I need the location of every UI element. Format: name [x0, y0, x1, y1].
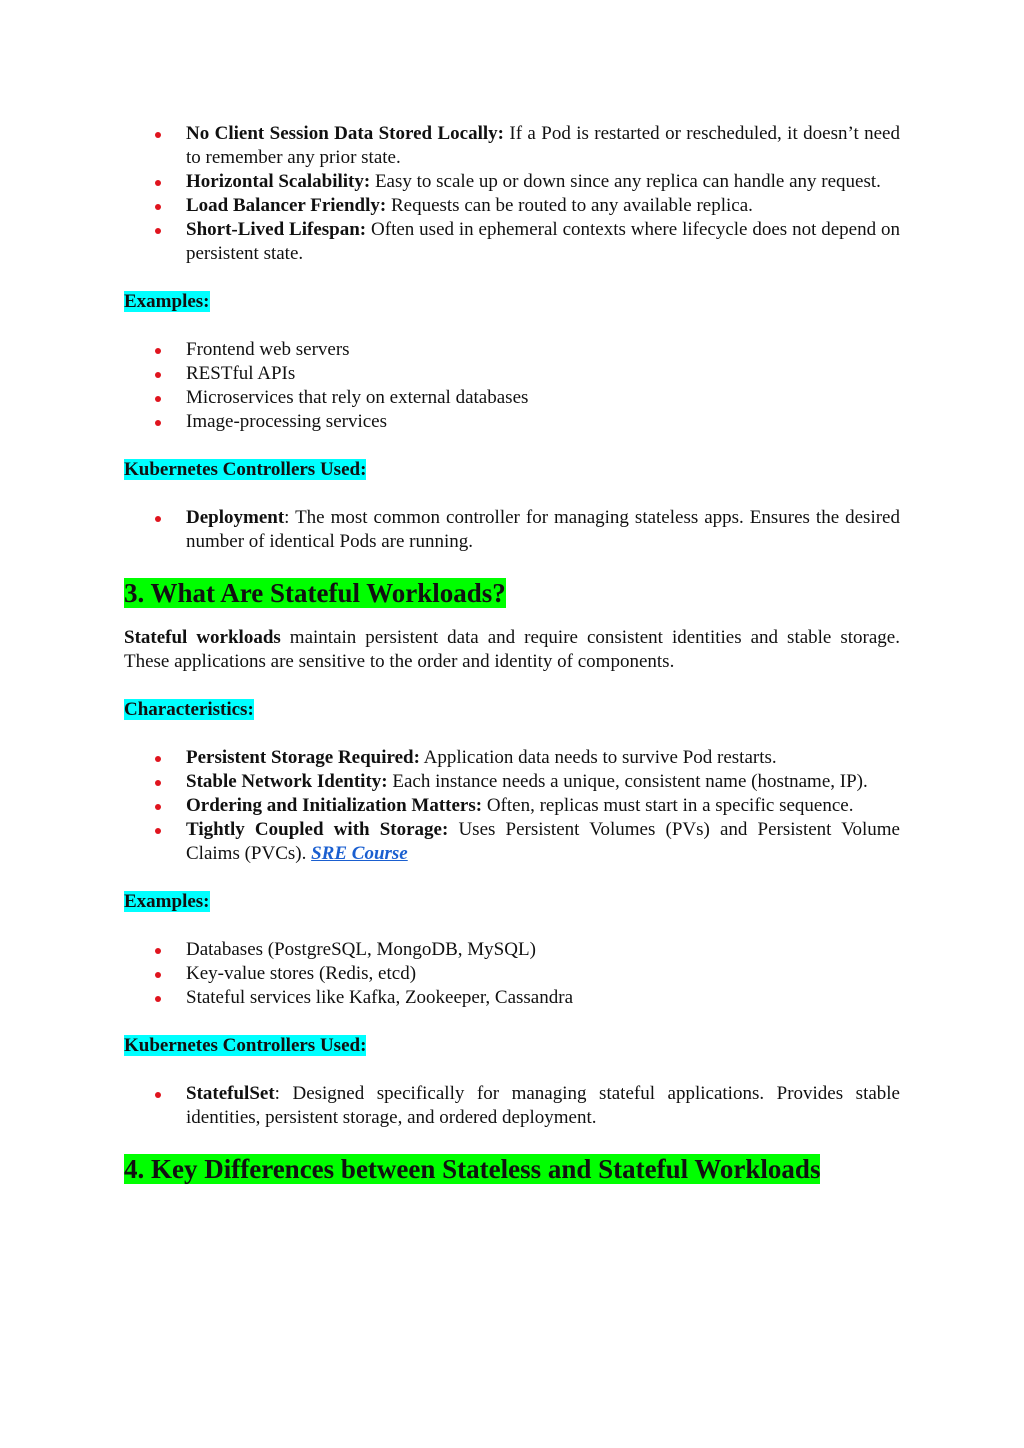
list-item	[124, 794, 900, 818]
list-item	[124, 986, 900, 1010]
section-heading	[124, 1152, 900, 1186]
examples-heading: Examples:	[124, 291, 210, 312]
bullet-icon	[155, 228, 161, 234]
bullet-icon	[155, 804, 161, 810]
description: Often used in ephemeral contexts where lifecycle does not depend on persistent state.	[186, 219, 900, 264]
list-item	[124, 218, 900, 266]
controllers-heading: Kubernetes Controllers Used:	[124, 1035, 367, 1056]
list-item	[124, 122, 900, 170]
document-page	[124, 122, 900, 1186]
list-item	[124, 506, 900, 554]
example-text: Image-processing services	[186, 411, 388, 432]
section-heading	[124, 576, 900, 610]
list-item	[124, 362, 900, 386]
term: Load Balancer Friendly:	[186, 195, 387, 216]
subheading	[124, 1034, 900, 1058]
section-4-title: 4. Key Differences between Stateless and Stateful Workloads	[124, 1154, 821, 1184]
example-text: RESTful APIs	[186, 363, 296, 384]
subheading	[124, 458, 900, 482]
term: Horizontal Scalability:	[186, 171, 371, 192]
list-item	[124, 818, 900, 866]
stateful-controllers-list	[124, 1082, 900, 1130]
section-3-title: 3. What Are Stateful Workloads?	[124, 578, 506, 608]
list-item	[124, 938, 900, 962]
term: Ordering and Initialization Matters:	[186, 795, 483, 816]
bullet-icon	[155, 372, 161, 378]
example-text: Stateful services like Kafka, Zookeeper, Cassandra	[186, 987, 574, 1008]
bullet-icon	[155, 780, 161, 786]
term: Tightly Coupled with Storage:	[186, 819, 449, 840]
term: No Client Session Data Stored Locally:	[186, 123, 504, 144]
stateless-examples-list	[124, 338, 900, 434]
controllers-heading: Kubernetes Controllers Used:	[124, 459, 367, 480]
example-text: Microservices that rely on external databases	[186, 387, 529, 408]
stateful-characteristics-list	[124, 746, 900, 866]
description: Uses Persistent Volumes (PVs) and Persistent Volume Claims (PVCs).	[186, 819, 900, 864]
bullet-icon	[155, 516, 161, 522]
description: maintain persistent data and require consistent identities and stable storage. These applications are sensitive to the order and identity of components.	[124, 627, 900, 672]
bullet-icon	[155, 972, 161, 978]
subheading	[124, 698, 900, 722]
example-text: Databases (PostgreSQL, MongoDB, MySQL)	[186, 939, 536, 960]
description: Often, replicas must start in a specific sequence.	[482, 795, 854, 816]
list-item	[124, 386, 900, 410]
term: StatefulSet	[186, 1083, 275, 1104]
subheading	[124, 890, 900, 914]
bullet-icon	[155, 396, 161, 402]
sre-course-link[interactable]: SRE Course	[311, 843, 408, 864]
description: Requests can be routed to any available replica.	[386, 195, 753, 216]
list-item	[124, 338, 900, 362]
stateless-characteristics-list	[124, 122, 900, 266]
description: : The most common controller for managing stateless apps. Ensures the desired number of identical Pods are running.	[186, 507, 900, 552]
term: Persistent Storage Required:	[186, 747, 420, 768]
term: Stateful workloads	[124, 627, 281, 648]
list-item	[124, 962, 900, 986]
bullet-icon	[155, 756, 161, 762]
list-item	[124, 1082, 900, 1130]
description: If a Pod is restarted or rescheduled, it doesn’t need to remember any prior state.	[186, 123, 900, 168]
term: Short-Lived Lifespan:	[186, 219, 367, 240]
list-item	[124, 170, 900, 194]
intro-paragraph	[124, 626, 900, 674]
term: Stable Network Identity:	[186, 771, 388, 792]
bullet-icon	[155, 1092, 161, 1098]
term: Deployment	[186, 507, 285, 528]
bullet-icon	[155, 996, 161, 1002]
bullet-icon	[155, 948, 161, 954]
bullet-icon	[155, 420, 161, 426]
description: Each instance needs a unique, consistent name (hostname, IP).	[387, 771, 868, 792]
bullet-icon	[155, 348, 161, 354]
example-text: Frontend web servers	[186, 339, 350, 360]
description: Application data needs to survive Pod restarts.	[419, 747, 777, 768]
bullet-icon	[155, 132, 161, 138]
list-item	[124, 410, 900, 434]
subheading	[124, 290, 900, 314]
list-item	[124, 194, 900, 218]
examples-heading: Examples:	[124, 891, 210, 912]
bullet-icon	[155, 180, 161, 186]
stateful-examples-list	[124, 938, 900, 1010]
stateless-controllers-list	[124, 506, 900, 554]
list-item	[124, 770, 900, 794]
description: Easy to scale up or down since any replica can handle any request.	[370, 171, 881, 192]
bullet-icon	[155, 828, 161, 834]
list-item	[124, 746, 900, 770]
bullet-icon	[155, 204, 161, 210]
characteristics-heading: Characteristics:	[124, 699, 254, 720]
description: : Designed specifically for managing stateful applications. Provides stable identities, persistent storage, and ordered deployment.	[186, 1083, 900, 1128]
example-text: Key-value stores (Redis, etcd)	[186, 963, 417, 984]
